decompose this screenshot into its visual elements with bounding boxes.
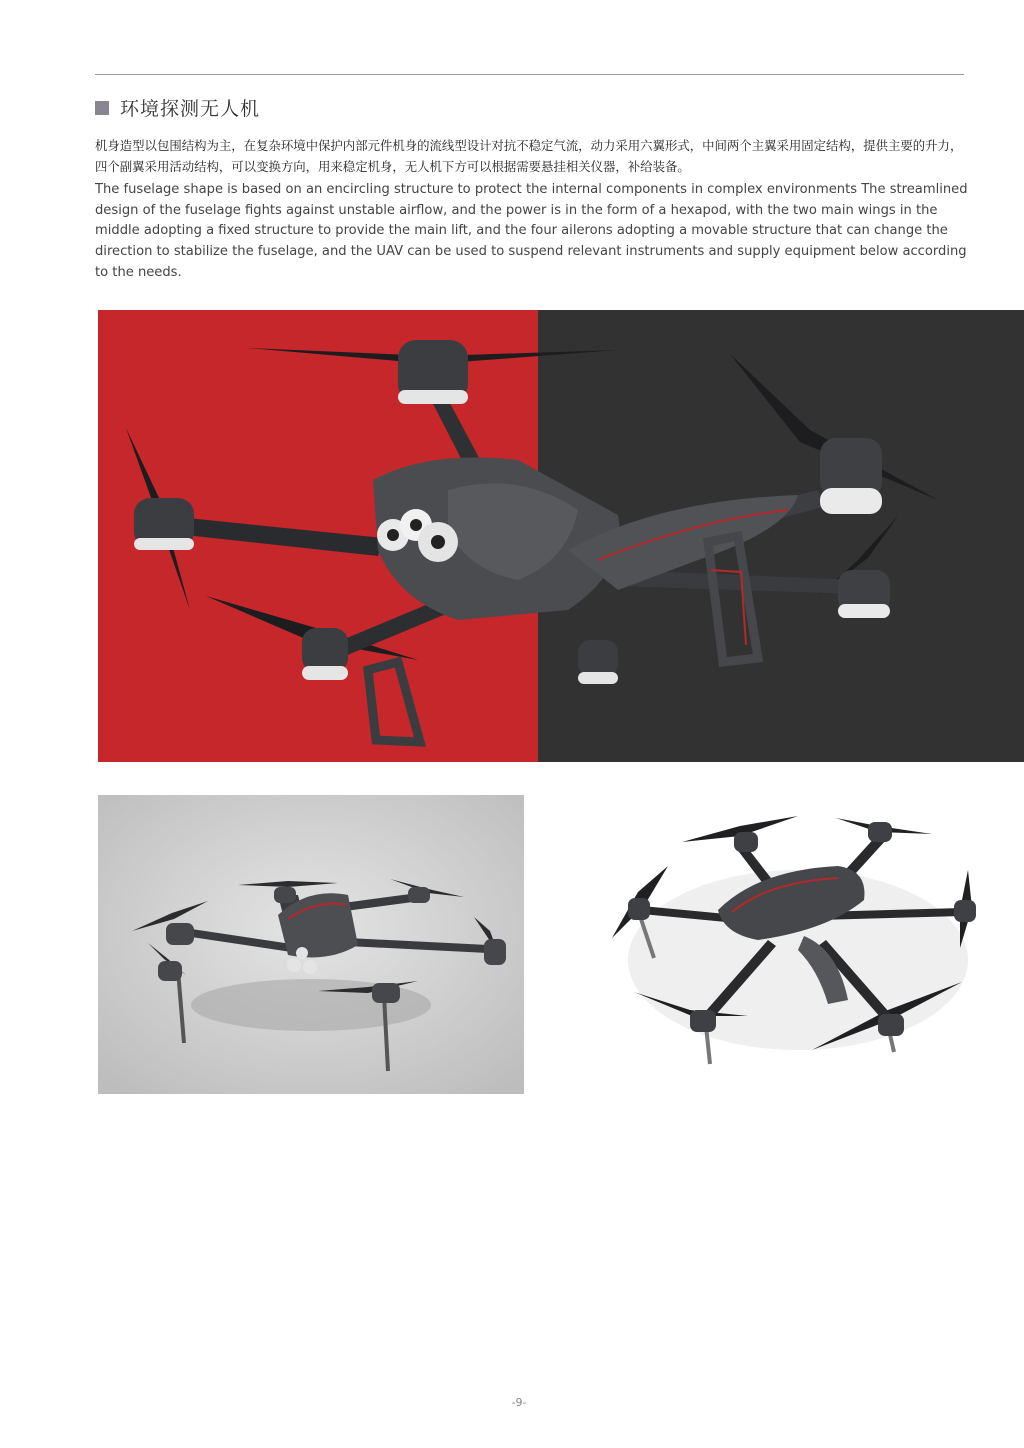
page-number: -9-: [511, 1396, 527, 1409]
page-title: 环境探测无人机: [120, 98, 261, 120]
drone-grey-illustration: [98, 795, 524, 1094]
section-heading: [95, 94, 260, 121]
description-chinese: 机身造型以包围结构为主，在复杂环境中保护内部元件机身的流线型设计对抗不稳定气流，动力采用六翼形式，中间两个主翼采用固定结构，提供主要的升力，四个副翼采用活动结构，可以变换方向，用来稳定机身，无人机下方可以根据需要悬挂相关仪器，补给装备。: [95, 138, 963, 174]
drone-render-white-background: [598, 800, 998, 1090]
hero-drone-render: [98, 310, 1024, 762]
top-rule: [95, 74, 964, 75]
heading-square-icon: [95, 101, 109, 115]
drone-hero-illustration: [98, 310, 1024, 762]
drone-white-illustration: [598, 800, 998, 1090]
description-english: The fuselage shape is based on an encircling structure to protect the internal components in complex environments The streamlined design of the fuselage fights against unstable airflow, and the power is in the form of a hexapod, with the two main wings in the middle adopting a fixed structure to provide the main lift, and the four ailerons adopting a movable structure that can change the direction to stabilize the fuselage, and the UAV can be used to suspend relevant instruments and supply equipment below according to the needs.: [95, 182, 968, 280]
drone-render-grey-background: [98, 795, 524, 1094]
